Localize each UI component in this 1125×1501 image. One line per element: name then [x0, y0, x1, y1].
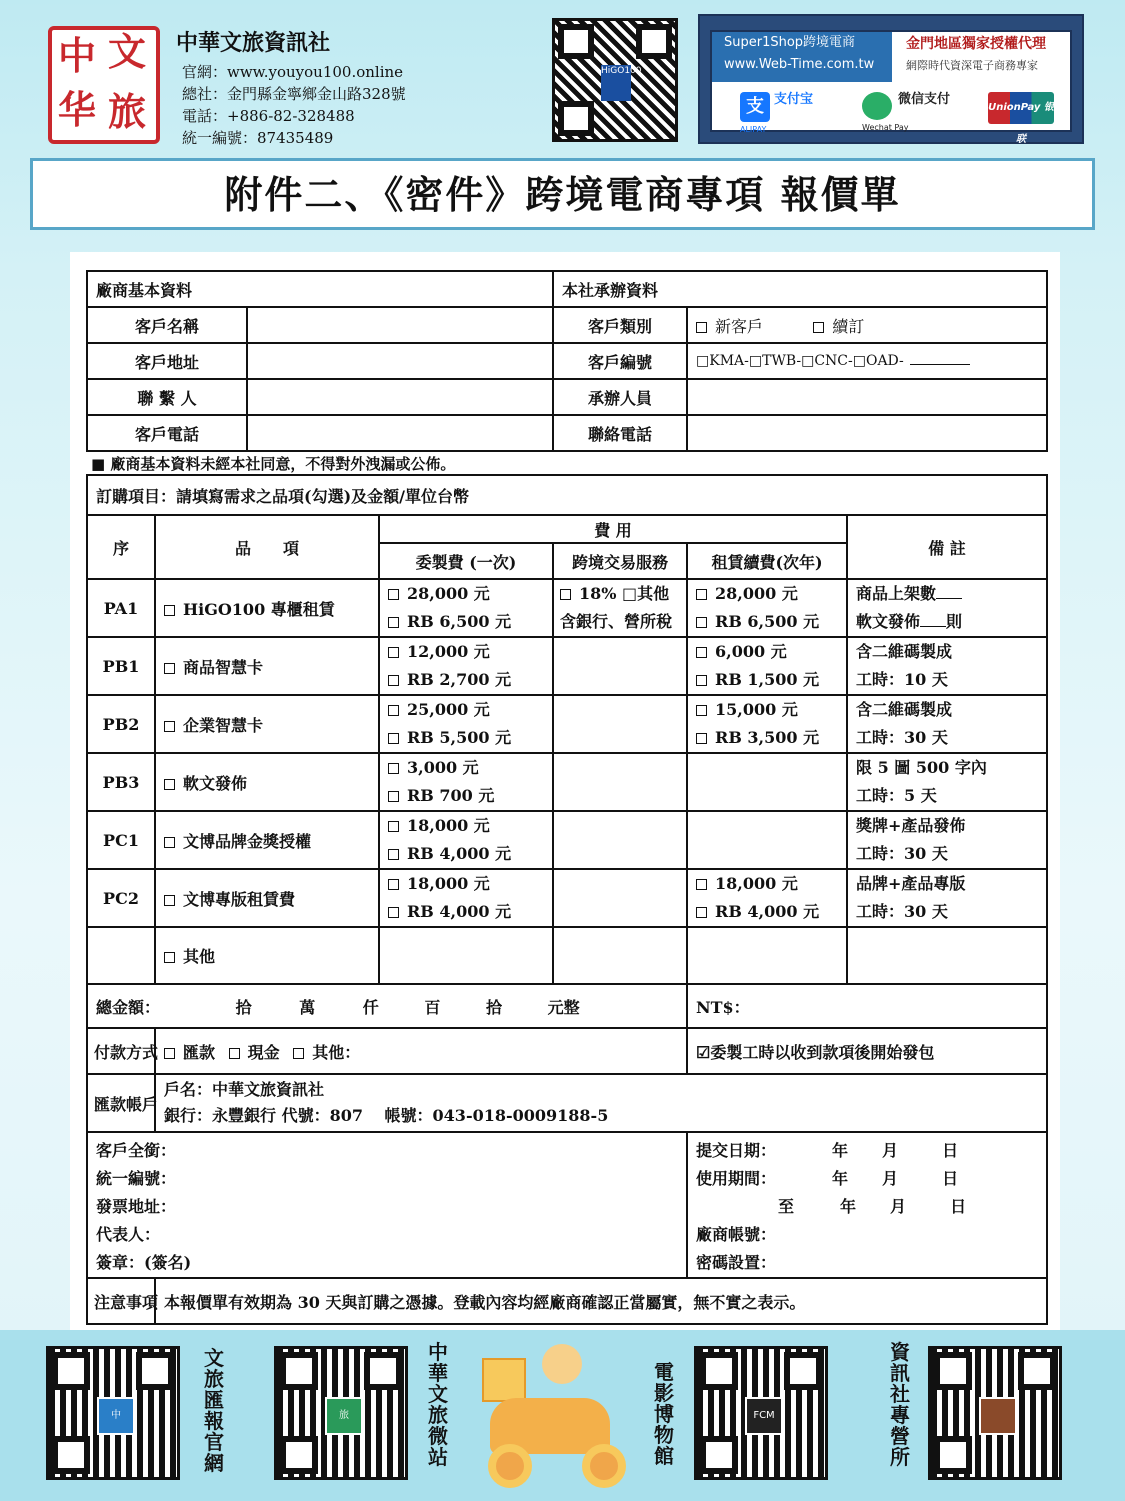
company-address: 總社：金門縣金寧鄉金山路328號: [182, 85, 406, 103]
account-name: 戶名：中華文旅資訊社: [164, 1080, 325, 1099]
footer: [0, 1330, 1125, 1501]
ntd-field[interactable]: NT$：: [687, 984, 1047, 1028]
unionpay-logo: UnionPay 银联: [988, 92, 1054, 124]
banner-agent: 金門地區獨家授權代理: [906, 36, 1046, 52]
qr-code-icon[interactable]: [928, 1346, 1062, 1480]
period-details[interactable]: 提交日期： 年 月 日 使用期間： 年 月 日 至 年 月 日 廠商帳號： 密碼設置：: [687, 1132, 1047, 1278]
table-row: PB3 軟文發佈 3,000 元 RB 700 元 限 5 圖 500 字內 工時：5 天: [87, 753, 1047, 811]
qr-code-icon[interactable]: [552, 18, 678, 142]
alipay-logo: 支 支付宝 ALIPAY: [740, 92, 814, 134]
company-phone: 電話：+886-82-328488: [182, 107, 355, 125]
customer-number-label: 客戶編號: [553, 343, 687, 379]
customer-number-field[interactable]: □KMA-□TWB-□CNC-□OAD-: [687, 343, 1047, 379]
pay-other-checkbox[interactable]: [293, 1048, 304, 1059]
banner-url: www.Web-Time.com.tw: [724, 57, 875, 72]
customer-name-label: 客戶名稱: [87, 307, 247, 343]
delivery-scooter-icon: [470, 1340, 640, 1495]
contact-person-field[interactable]: [247, 379, 553, 415]
item-checkbox[interactable]: [164, 895, 175, 906]
customer-address-label: 客戶地址: [87, 343, 247, 379]
pay-note: ☑委製工時以收到款項後開始發包: [687, 1028, 1047, 1074]
qr-code-icon[interactable]: 旅: [274, 1346, 408, 1480]
contact-phone-field[interactable]: [687, 415, 1047, 451]
quote-form: [86, 270, 1048, 1325]
partner-banner: [698, 14, 1084, 144]
payment-options: 匯款 現金 其他：: [155, 1028, 687, 1074]
page-title: 附件二、《密件》跨境電商專項 報價單: [30, 158, 1095, 230]
col-seq: 序: [87, 515, 155, 579]
qr-code-icon[interactable]: 中: [46, 1346, 180, 1480]
company-info: [176, 26, 406, 149]
col-crossborder: 跨境交易服務: [553, 543, 687, 579]
item-checkbox[interactable]: [164, 837, 175, 848]
pay-transfer-checkbox[interactable]: [164, 1048, 175, 1059]
footer-label-office: 資訊社專營所: [890, 1340, 910, 1469]
payment-label: 付款方式: [87, 1028, 155, 1074]
confidential-note: ■ 廠商基本資料未經本社同意，不得對外洩漏或公佈。: [87, 451, 1047, 475]
contact-person-label: 聯 繫 人: [87, 379, 247, 415]
customer-address-field[interactable]: [247, 343, 553, 379]
customer-details[interactable]: 客戶全銜： 統一編號： 發票地址： 代表人： 簽章：(簽名): [87, 1132, 687, 1278]
order-header: 訂購項目：請填寫需求之品項(勾選)及金額/單位台幣: [87, 475, 1047, 515]
customer-type-options: 新客戶 續訂: [687, 307, 1047, 343]
alipay-icon: 支: [740, 92, 770, 122]
col-commission: 委製費 (一次): [379, 543, 553, 579]
item-checkbox[interactable]: [164, 779, 175, 790]
table-row: PC2 文博專版租賃費 18,000 元 RB 4,000 元 18,000 元 RB 4,000 元 品牌+產品專版 工時：30 天: [87, 869, 1047, 927]
col-rental: 租賃續費(次年): [687, 543, 847, 579]
wechat-icon: [862, 92, 892, 120]
item-checkbox[interactable]: [164, 721, 175, 732]
wechat-pay-logo: 微信支付 Wechat Pay: [862, 92, 951, 132]
company-tax-id: 統一編號：87435489: [182, 129, 334, 147]
company-website[interactable]: 官網：www.youyou100.online: [182, 63, 404, 81]
pay-cash-checkbox[interactable]: [229, 1048, 240, 1059]
qr-code-icon[interactable]: FCM: [694, 1346, 828, 1480]
vendor-basic-heading: 廠商基本資料: [87, 271, 553, 307]
table-row: PC1 文博品牌金獎授權 18,000 元 RB 4,000 元 獎牌+產品發佈 工時：30 天: [87, 811, 1047, 869]
notice-label: 注意事項: [87, 1278, 155, 1324]
table-row: 其他: [87, 927, 1047, 984]
customer-phone-field[interactable]: [247, 415, 553, 451]
footer-label-museum: 電影博物館: [654, 1360, 674, 1468]
company-logo: 中 文 华 旅: [48, 26, 160, 144]
handler-label: 承辦人員: [553, 379, 687, 415]
customer-phone-label: 客戶電話: [87, 415, 247, 451]
customer-name-field[interactable]: [247, 307, 553, 343]
account-info: [155, 1074, 1047, 1132]
table-row: PB2 企業智慧卡 25,000 元 RB 5,500 元 15,000 元 RB 3,500 元 含二維碼製成 工時：30 天: [87, 695, 1047, 753]
account-label: 匯款帳戶: [87, 1074, 155, 1132]
item-checkbox[interactable]: [164, 663, 175, 674]
total-amount[interactable]: 總金額： 拾 萬 仟 百 拾 元整: [87, 984, 687, 1028]
company-name: 中華文旅資訊社: [176, 31, 331, 56]
notice-text: 本報價單有效期為 30 天與訂購之憑據。登載內容均經廠商確認正當屬實，無不實之表示。: [155, 1278, 1047, 1324]
item-checkbox[interactable]: [164, 952, 175, 963]
agency-info-heading: 本社承辦資料: [553, 271, 1047, 307]
account-bank: 銀行：永豐銀行 代號：807 帳號：043-018-0009188-5: [164, 1106, 609, 1125]
customer-type-label: 客戶類別: [553, 307, 687, 343]
higo-badge: HiGO100: [601, 65, 631, 101]
banner-super1shop: Super1Shop跨境電商: [724, 35, 856, 50]
col-item: 品 項: [155, 515, 379, 579]
col-fee: 費 用: [379, 515, 847, 543]
footer-label-micro: 中華文旅微站: [428, 1340, 448, 1469]
item-checkbox[interactable]: [164, 605, 175, 616]
banner-expert: 網際時代資深電子商務專家: [906, 59, 1038, 72]
footer-label-news: 文旅匯報官網: [204, 1346, 224, 1475]
contact-phone-label: 聯絡電話: [553, 415, 687, 451]
handler-field[interactable]: [687, 379, 1047, 415]
col-remark: 備 註: [847, 515, 1047, 579]
table-row: PB1 商品智慧卡 12,000 元 RB 2,700 元 6,000 元 RB 1,500 元 含二維碼製成 工時：10 天: [87, 637, 1047, 695]
renewal-checkbox[interactable]: [813, 322, 824, 333]
new-customer-checkbox[interactable]: [696, 322, 707, 333]
table-row: PA1 HiGO100 專櫃租賃 28,000 元 RB 6,500 元 18% □其他 含銀行、營所稅 28,000 元 RB 6,500 元 商品上架數 軟文發佈 則: [87, 579, 1047, 637]
header: [0, 0, 1125, 160]
